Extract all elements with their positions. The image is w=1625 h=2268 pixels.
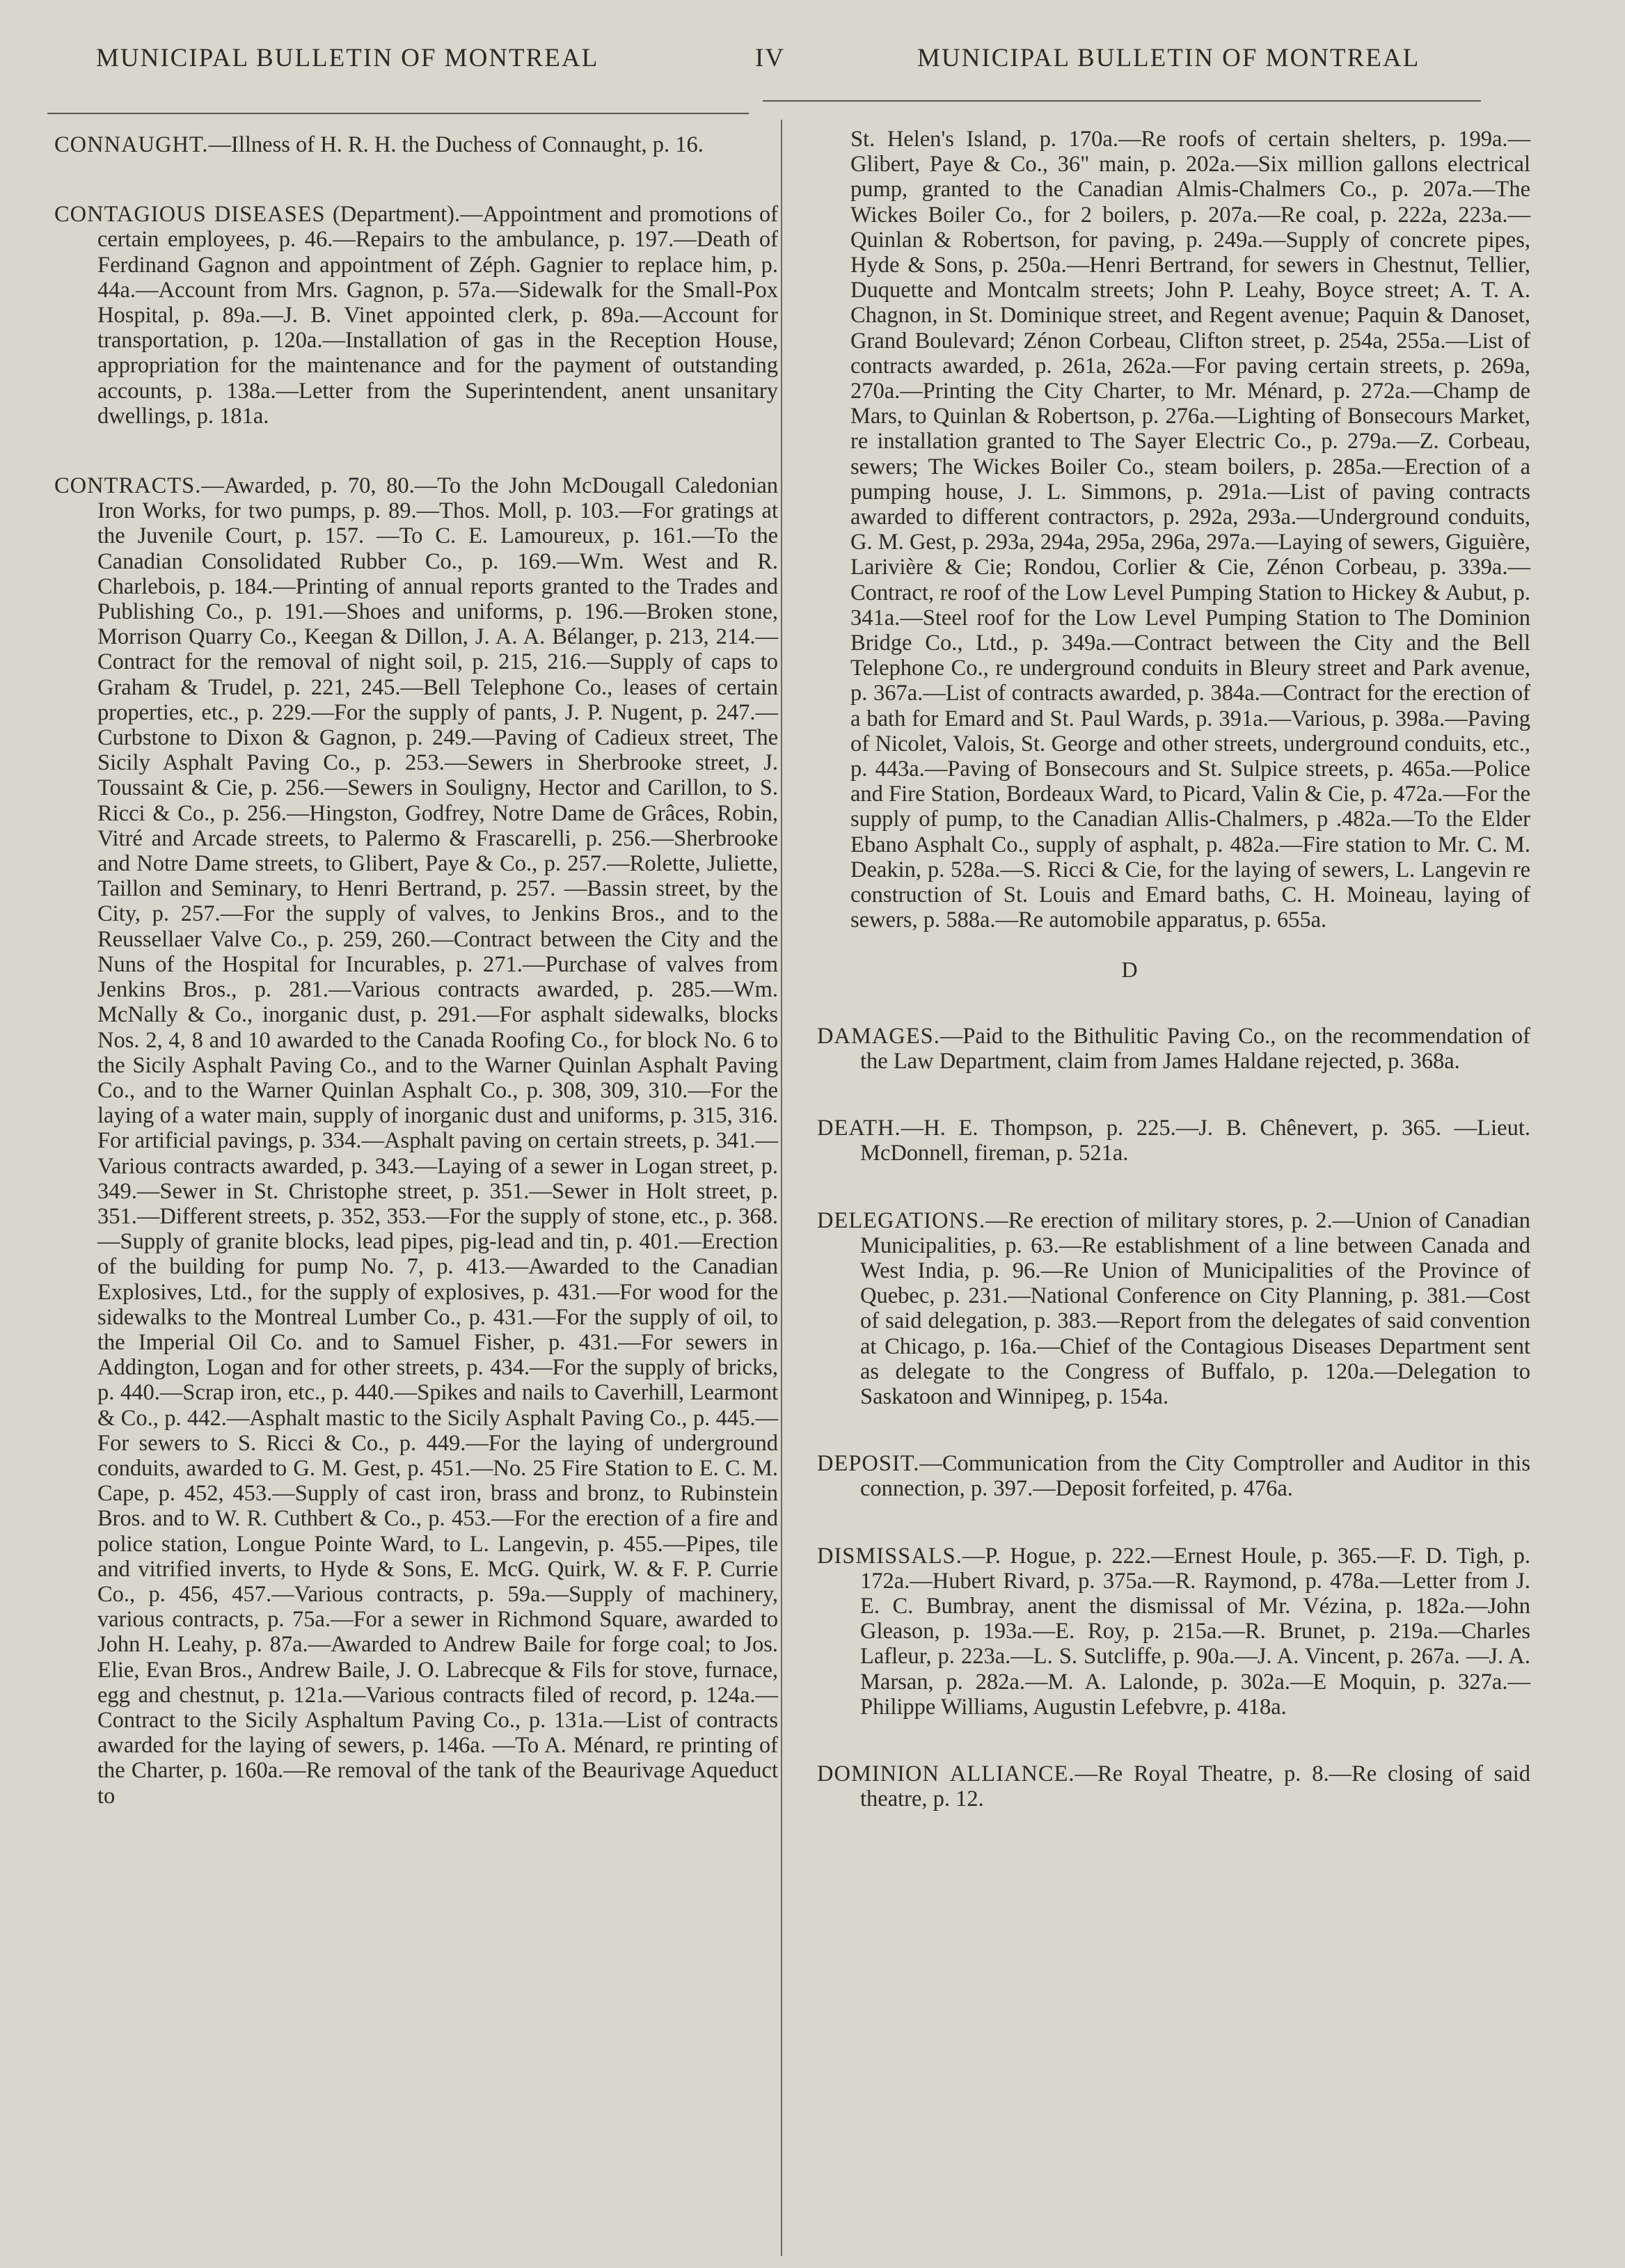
header-rule-left (47, 113, 749, 114)
left-column (54, 132, 778, 1809)
index-entry-dismissals (817, 1544, 1530, 1720)
index-entry-connaught (54, 132, 778, 157)
entry-heading: DELEGATIONS. (817, 1207, 986, 1233)
entry-heading: CONTAGIOUS DISEASES (54, 202, 326, 228)
section-letter: D (1121, 956, 1139, 982)
entry-text: —Communication from the City Comptroller and Auditor in this connection, p. 397.—Deposit forfeited, p. 476a. (860, 1451, 1530, 1502)
column-divider (781, 120, 782, 2256)
entry-heading: CONTRACTS. (54, 473, 202, 499)
entry-text: —Paid to the Bithulitic Paving Co., on the recommendation of the Law Department, claim from James Haldane rejected, p. 368a. (860, 1023, 1530, 1074)
index-entry-damages (817, 1024, 1530, 1074)
entry-text: (Department).—Appointment and promotions of certain employees, p. 46.—Repairs to the ambulance, p. 197.—Death of Ferdinand Gagnon and appointment of Zéph. Gagnier to replace him, p. 44a.—Account from Mrs. Gagnon, p. 57a.—Sidewalk for the Small-Pox Hospital, p. 89a.—J. B. Vinet appointed clerk, p. 89a.—Account for transportation, p. 120a.—Installation of gas in the Reception House, appropriation for the maintenance and for the payment of outstanding accounts, p. 138a.—Letter from the Superintendent, anent unsanitary dwellings, p. 181a. (97, 202, 778, 429)
header-right-title: MUNICIPAL BULLETIN OF MONTREAL (917, 44, 1420, 72)
contracts-continued-text: St. Helen's Island, p. 170a.—Re roofs of certain shelters, p. 199a.—Glibert, Paye & Co., 36" main, p. 202a.—Six million gallons electrical pump, granted to the Canadian Almis-Chalmers Co., p. 207a.—The Wickes Boiler Co., for 2 boilers, p. 207a.—Re coal, p. 222a, 223a.—Quinlan & Robertson, for paving, p. 249a.—Supply of concrete pipes, Hyde & Sons, p. 250a.—Henri Bertrand, for sewers in Chestnut, Tellier, Duquette and Montcalm streets; John P. Leahy, Boyce street; A. T. A. Chagnon, in St. Dominique street, and Regent avenue; Paquin & Danoset, Grand Boulevard; Zénon Corbeau, Clifton street, p. 254a, 255a.—List of contracts awarded, p. 261a, 262a.—For paving certain streets, p. 269a, 270a.—Printing the City Charter, to Mr. Ménard, p. 272a.—Champ de Mars, to Quinlan & Robertson, p. 276a.—Lighting of Bonsecours Market, re installation granted to The Sayer Electric Co., p. 279a.—Z. Corbeau, sewers; The Wickes Boiler Co., steam boilers, p. 285a.—Erection of a pumping house, J. L. Simmons, p. 291a.—List of paving contracts awarded to different contractors, p. 292a, 293a.—Underground conduits, G. M. Gest, p. 293a, 294a, 295a, 296a, 297a.—Laying of sewers, Giguière, Larivière & Cie; Rondou, Corlier & Cie, Zénon Corbeau, p. 339a.—Contract, re roof of the Low Level Pumping Station to Hickey & Aubut, p. 341a.—Steel roof for the Low Level Pumping Station to The Dominion Bridge Co., Ltd., p. 349a.—Contract between the City and the Bell Telephone Co., re underground conduits in Bleury street and Park avenue, p. 367a.—List of contracts awarded, p. 384a.—Contract for the erection of a bath for Emard and St. Paul Wards, p. 391a.—Various, p. 398a.—Paving of Nicolet, Valois, St. George and other streets, underground conduits, etc., p. 443a.—Paving of Bonsecours and St. Sulpice streets, p. 465a.—Police and Fire Station, Bordeaux Ward, to Picard, Valin & Cie, p. 472a.—For the supply of pump, to the Canadian Allis-Chalmers, p .482a.—To the Elder Ebano Asphalt Co., supply of asphalt, p. 482a.—Fire station to Mr. C. M. Deakin, p. 528a.—S. Ricci & Cie, for the laying of sewers, L. Langevin re construction of St. Louis and Emard baths, C. H. Moineau, laying of sewers, p. 588a.—Re automobile apparatus, p. 655a. (850, 127, 1530, 933)
entry-heading: CONNAUGHT. (54, 132, 209, 157)
entry-heading: DEATH. (817, 1116, 901, 1141)
header-left-title: MUNICIPAL BULLETIN OF MONTREAL (96, 44, 599, 72)
right-column (817, 127, 1530, 1853)
entry-text: —P. Hogue, p. 222.—Ernest Houle, p. 365.—F. D. Tigh, p. 172a.—Hubert Rivard, p. 375a.—R. Raymond, p. 478a.—Letter from J. E. C. Bumbray, anent the dismissal of Mr. Vézina, p. 182a.—John Gleason, p. 193a.—E. Roy, p. 215a.—R. Brunet, p. 219a.—Charles Lafleur, p. 223a.—L. S. Sutcliffe, p. 90a.—J. A. Vincent, p. 267a. —J. A. Marsan, p. 282a.—M. A. Lalonde, p. 302a.—E Moquin, p. 327a.—Philippe Williams, Augustin Lefebvre, p. 418a. (860, 1543, 1530, 1720)
entry-text: —Re erection of military stores, p. 2.—Union of Canadian Municipalities, p. 63.—Re establishment of a line between Canada and West India, p. 96.—Re Union of Municipalities of the Province of Quebec, p. 231.—National Conference on City Planning, p. 381.—Cost of said delegation, p. 383.—Report from the delegates of said convention at Chicago, p. 16a.—Chief of the Contagious Diseases Department sent as delegate to the Congress of Buffalo, p. 120a.—Delegation to Saskatoon and Winnipeg, p. 154a. (860, 1207, 1530, 1409)
index-entry-contracts (54, 473, 778, 1809)
index-entry-deposit (817, 1451, 1530, 1501)
index-entry-delegations (817, 1208, 1530, 1410)
entry-heading: DISMISSALS. (817, 1543, 962, 1569)
index-entry-death (817, 1116, 1530, 1166)
entry-text: —Re Royal Theatre, p. 8.—Re closing of said theatre, p. 12. (860, 1761, 1530, 1812)
entry-heading: DAMAGES. (817, 1023, 940, 1049)
entry-text: —H. E. Thompson, p. 225.—J. B. Chênevert, p. 365. —Lieut. McDonnell, fireman, p. 521a. (860, 1116, 1530, 1166)
entry-text: —Illness of H. R. H. the Duchess of Connaught, p. 16. (208, 132, 704, 157)
page-number: IV (755, 44, 786, 72)
index-entry-dominion-alliance (817, 1761, 1530, 1811)
index-entry-contagious-diseases (54, 202, 778, 429)
entry-text: —Awarded, p. 70, 80.—To the John McDougall Caledonian Iron Works, for two pumps, p. 89.—Thos. Moll, p. 103.—For gratings at the Juvenile Court, p. 157. —To C. E. Lamoureux, p. 161.—To the Canadian Consolidated Rubber Co., p. 169.—Wm. West and R. Charlebois, p. 184.—Printing of annual reports granted to the Trades and Publishing Co., p. 191.—Shoes and uniforms, p. 196.—Broken stone, Morrison Quarry Co., Keegan & Dillon, J. A. A. Bélanger, p. 213, 214.—Contract for the removal of night soil, p. 215, 216.—Supply of caps to Graham & Trudel, p. 221, 245.—Bell Telephone Co., leases of certain properties, etc., p. 229.—For the supply of pants, J. P. Nugent, p. 247.—Curbstone to Dixon & Gagnon, p. 249.—Paving of Cadieux street, The Sicily Asphalt Paving Co., p. 253.—Sewers in Sherbrooke street, J. Toussaint & Cie, p. 256.—Sewers in Souligny, Hector and Carillon, to S. Ricci & Co., p. 256.—Hingston, Godfrey, Notre Dame de Grâces, Robin, Vitré and Arcade streets, to Palermo & Frascarelli, p. 256.—Sherbrooke and Notre Dame streets, to Glibert, Paye & Co., p. 257.—Rolette, Juliette, Taillon and Seminary, to Henri Bertrand, p. 257. —Bassin street, by the City, p. 257.—For the supply of valves, to Jenkins Bros., and to the Reussellaer Valve Co., p. 259, 260.—Contract between the City and the Nuns of the Hospital for Incurables, p. 271.—Purchase of valves from Jenkins Bros., p. 281.—Various contracts awarded, p. 285.—Wm. McNally & Co., inorganic dust, p. 291.—For asphalt sidewalks, blocks Nos. 2, 4, 8 and 10 awarded to the Canada Roofing Co., for block No. 6 to the Sicily Asphalt Paving Co., and to the Warner Quinlan Asphalt Paving Co., and to the Warner Quinlan Asphalt Co., p. 308, 309, 310.—For the laying of a water main, supply of inorganic dust and uniforms, p. 315, 316. For artificial pavings, p. 334.—Asphalt paving on certain streets, p. 341.—Various contracts awarded, p. 343.—Laying of a sewer in Logan street, p. 349.—Sewer in St. Christophe street, p. 351.—Sewer in Holt street, p. 351.—Different streets, p. 352, 353.—For the supply of stone, etc., p. 368.—Supply of granite blocks, lead pipes, pig-lead and tin, p. 401.—Erection of the building for pump No. 7, p. 413.—Awarded to the Canadian Explosives, Ltd., for the supply of explosives, p. 431.—For wood for the sidewalks to the Montreal Lumber Co., p. 431.—For the supply of oil, to the Imperial Oil Co. and to Samuel Fisher, p. 431.—For sewers in Addington, Logan and for other streets, p. 434.—For the supply of bricks, p. 440.—Scrap iron, etc., p. 440.—Spikes and nails to Caverhill, Learmont & Co., p. 442.—Asphalt mastic to the Sicily Asphalt Paving Co., p. 445.—For sewers to S. Ricci & Co., p. 449.—For the laying of underground conduits, awarded to G. M. Gest, p. 451.—No. 25 Fire Station to E. C. M. Cape, p. 452, 453.—Supply of cast iron, brass and bronz, to Rubinstein Bros. and to W. R. Cuthbert & Co., p. 453.—For the erection of a fire and police station, Longue Pointe Ward, to L. Langevin, p. 455.—Pipes, tile and vitrified inverts, to Hyde & Sons, E. McG. Quirk, W. & F. P. Currie Co., p. 456, 457.—Various contracts, p. 59a.—Supply of machinery, various contracts, p. 75a.—For a sewer in Richmond Square, awarded to John H. Leahy, p. 87a.—Awarded to Andrew Baile for forge coal; to Jos. Elie, Evan Bros., Andrew Baile, J. O. Labrecque & Fils for stove, furnace, egg and chestnut, p. 121a.—Various contracts filed of record, p. 124a.—Contract to the Sicily Asphaltum Paving Co., p. 131a.—List of contracts awarded for the laying of sewers, p. 146a. —To A. Ménard, re printing of the Charter, p. 160a.—Re removal of the tank of the Beaurivage Aqueduct to (97, 473, 778, 1809)
entry-heading: DOMINION ALLIANCE. (817, 1761, 1075, 1786)
entry-heading: DEPOSIT. (817, 1451, 920, 1477)
header-rule-right (763, 100, 1481, 102)
page-header (0, 43, 1625, 85)
